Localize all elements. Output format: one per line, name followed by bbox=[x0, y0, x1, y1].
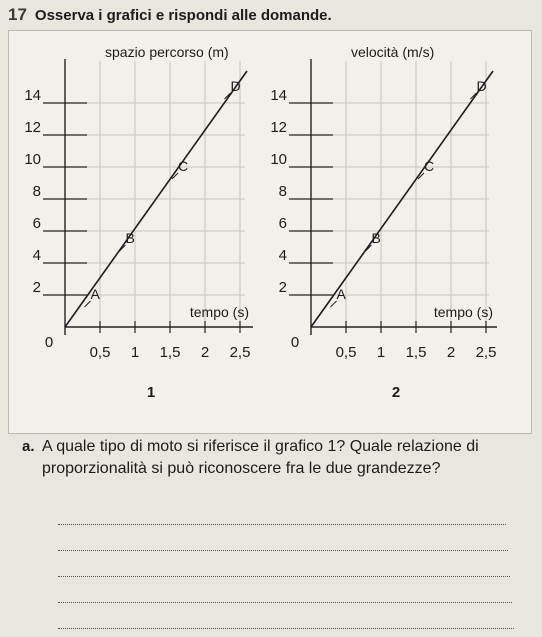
x-tick-label: 2,5 bbox=[229, 344, 251, 361]
y-tick-label: 10 bbox=[270, 151, 287, 168]
x-tick-label: 1 bbox=[130, 344, 140, 361]
y-tick-label: 2 bbox=[32, 279, 41, 296]
point-label: C bbox=[178, 158, 189, 174]
question-a bbox=[22, 436, 522, 480]
charts-svg bbox=[9, 31, 531, 433]
x-tick-label: 0,5 bbox=[335, 344, 357, 361]
chart-number-label: 2 bbox=[391, 384, 401, 401]
question-letter: a. bbox=[22, 438, 35, 455]
origin-label: 0 bbox=[290, 334, 300, 351]
answer-line[interactable] bbox=[58, 628, 514, 629]
point-label: D bbox=[476, 78, 487, 94]
y-tick-label: 2 bbox=[278, 279, 287, 296]
point-label: A bbox=[336, 286, 346, 302]
point-label: B bbox=[371, 230, 381, 246]
x-tick-label: 0,5 bbox=[89, 344, 111, 361]
point-label: B bbox=[125, 230, 135, 246]
point-label: A bbox=[90, 286, 100, 302]
figure-box bbox=[8, 30, 532, 434]
answer-line[interactable] bbox=[58, 602, 512, 603]
y-tick-label: 14 bbox=[270, 87, 287, 104]
point-label: C bbox=[424, 158, 435, 174]
exercise-header bbox=[8, 2, 538, 28]
y-tick-label: 12 bbox=[270, 119, 287, 136]
answer-line[interactable] bbox=[58, 576, 510, 577]
answer-line[interactable] bbox=[58, 550, 508, 551]
x-tick-label: 1 bbox=[376, 344, 386, 361]
x-tick-label: 1,5 bbox=[405, 344, 427, 361]
origin-label: 0 bbox=[44, 334, 54, 351]
y-tick-label: 8 bbox=[32, 183, 41, 200]
y-tick-label: 10 bbox=[24, 151, 41, 168]
y-tick-label: 4 bbox=[32, 247, 41, 264]
exercise-number: 17 bbox=[8, 5, 27, 24]
y-tick-label: 6 bbox=[32, 215, 41, 232]
y-tick-label: 4 bbox=[278, 247, 287, 264]
exercise-title: Osserva i grafici e rispondi alle domande. bbox=[34, 6, 332, 24]
y-tick-label: 8 bbox=[278, 183, 287, 200]
x-tick-label: 1,5 bbox=[159, 344, 181, 361]
question-text: A quale tipo di moto si riferisce il grafico 1? Quale relazione di proporzionalità si può riconoscere fra le due grandezze? bbox=[42, 438, 479, 477]
x-axis-label: tempo (s) bbox=[433, 304, 493, 320]
y-tick-label: 14 bbox=[24, 87, 41, 104]
y-axis-label: spazio percorso (m) bbox=[105, 44, 229, 60]
point-label: D bbox=[230, 78, 241, 94]
answer-line[interactable] bbox=[58, 524, 506, 525]
y-axis-label: velocità (m/s) bbox=[351, 44, 435, 60]
y-tick-label: 6 bbox=[278, 215, 287, 232]
chart-number-label: 1 bbox=[146, 384, 156, 401]
x-axis-label: tempo (s) bbox=[189, 304, 249, 320]
x-tick-label: 2 bbox=[446, 344, 456, 361]
x-tick-label: 2,5 bbox=[475, 344, 497, 361]
y-tick-label: 12 bbox=[24, 119, 41, 136]
x-tick-label: 2 bbox=[200, 344, 210, 361]
